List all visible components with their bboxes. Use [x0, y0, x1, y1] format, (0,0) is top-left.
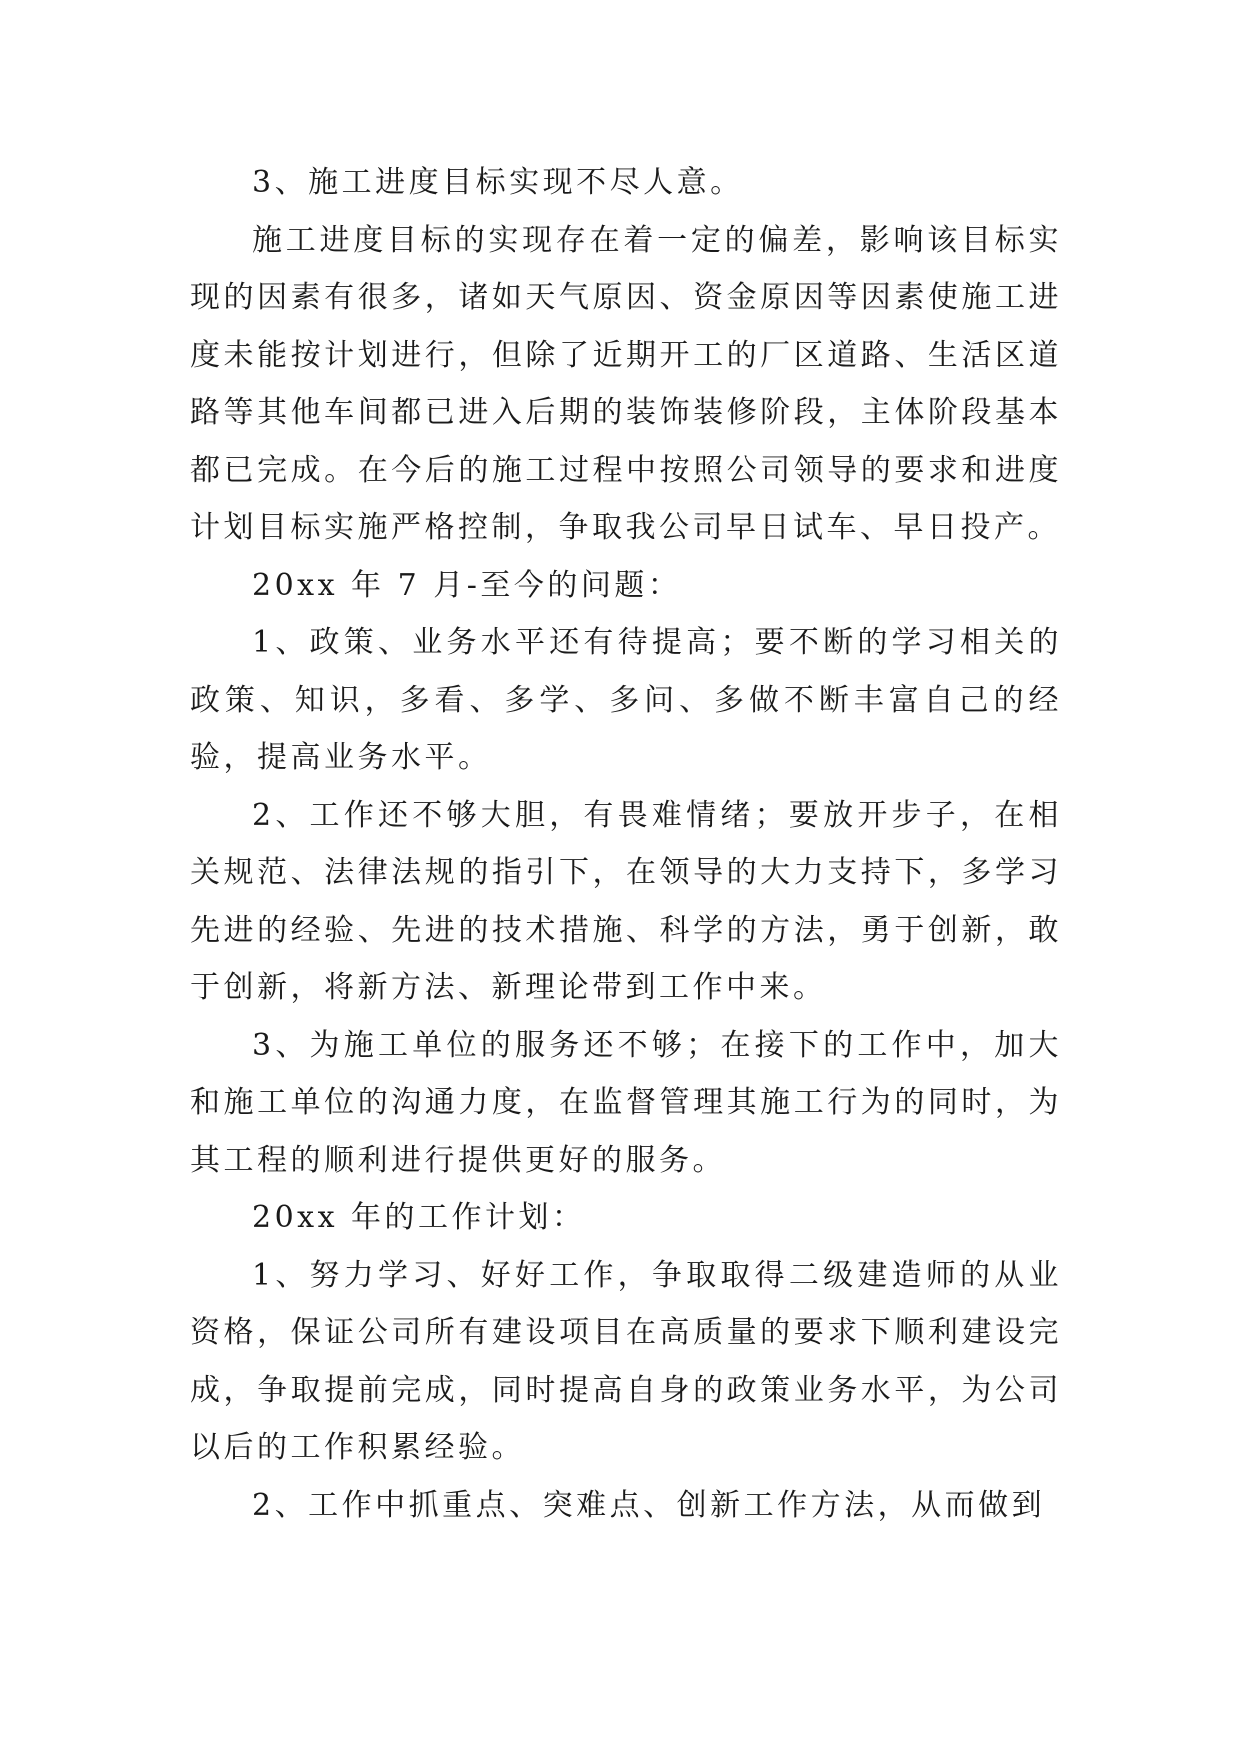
paragraph-issue-2: 2、工作还不够大胆，有畏难情绪；要放开步子，在相关规范、法律法规的指引下，在领导的大力支持下，多学习先进的经验、先进的技术措施、科学的方法，勇于创新，敢于创新，将新方法、新理论带到工作中来。: [190, 797, 1062, 1005]
paragraph-issue-1: 1、政策、业务水平还有待提高；要不断的学习相关的政策、知识，多看、多学、多问、多做不断丰富自己的经验，提高业务水平。: [190, 625, 1062, 775]
paragraph-issues-heading: 20xx 年 7 月-至今的问题：: [252, 567, 682, 603]
paragraph-issue-3: 3、为施工单位的服务还不够；在接下的工作中，加大和施工单位的沟通力度，在监督管理其施工行为的同时，为其工程的顺利进行提供更好的服务。: [190, 1027, 1062, 1178]
paragraph-plan-heading: 20xx 年的工作计划：: [252, 1200, 586, 1235]
paragraph-plan-2: 2、工作中抓重点、突难点、创新工作方法，从而做到: [252, 1487, 1046, 1523]
paragraph-plan-1: 1、努力学习、好好工作，争取取得二级建造师的从业资格，保证公司所有建设项目在高质量的要求下顺利建设完成，争取提前完成，同时提高自身的政策业务水平，为公司以后的工作积累经验。: [190, 1257, 1062, 1465]
paragraph-progress-goal-heading: 3、施工进度目标实现不尽人意。: [252, 165, 744, 200]
paragraph-progress-goal-body: 施工进度目标的实现存在着一定的偏差，影响该目标实现的因素有很多，诸如天气原因、资金原因等因素使施工进度未能按计划进行，但除了近期开工的厂区道路、生活区道路等其他车间都已进入后期的装饰装修阶段，主体阶段基本都已完成。在今后的施工过程中按照公司领导的要求和进度计划目标实施严格控制，争取我公司早日试车、早日投产。: [190, 222, 1062, 545]
document-page: [190, 154, 1062, 1534]
